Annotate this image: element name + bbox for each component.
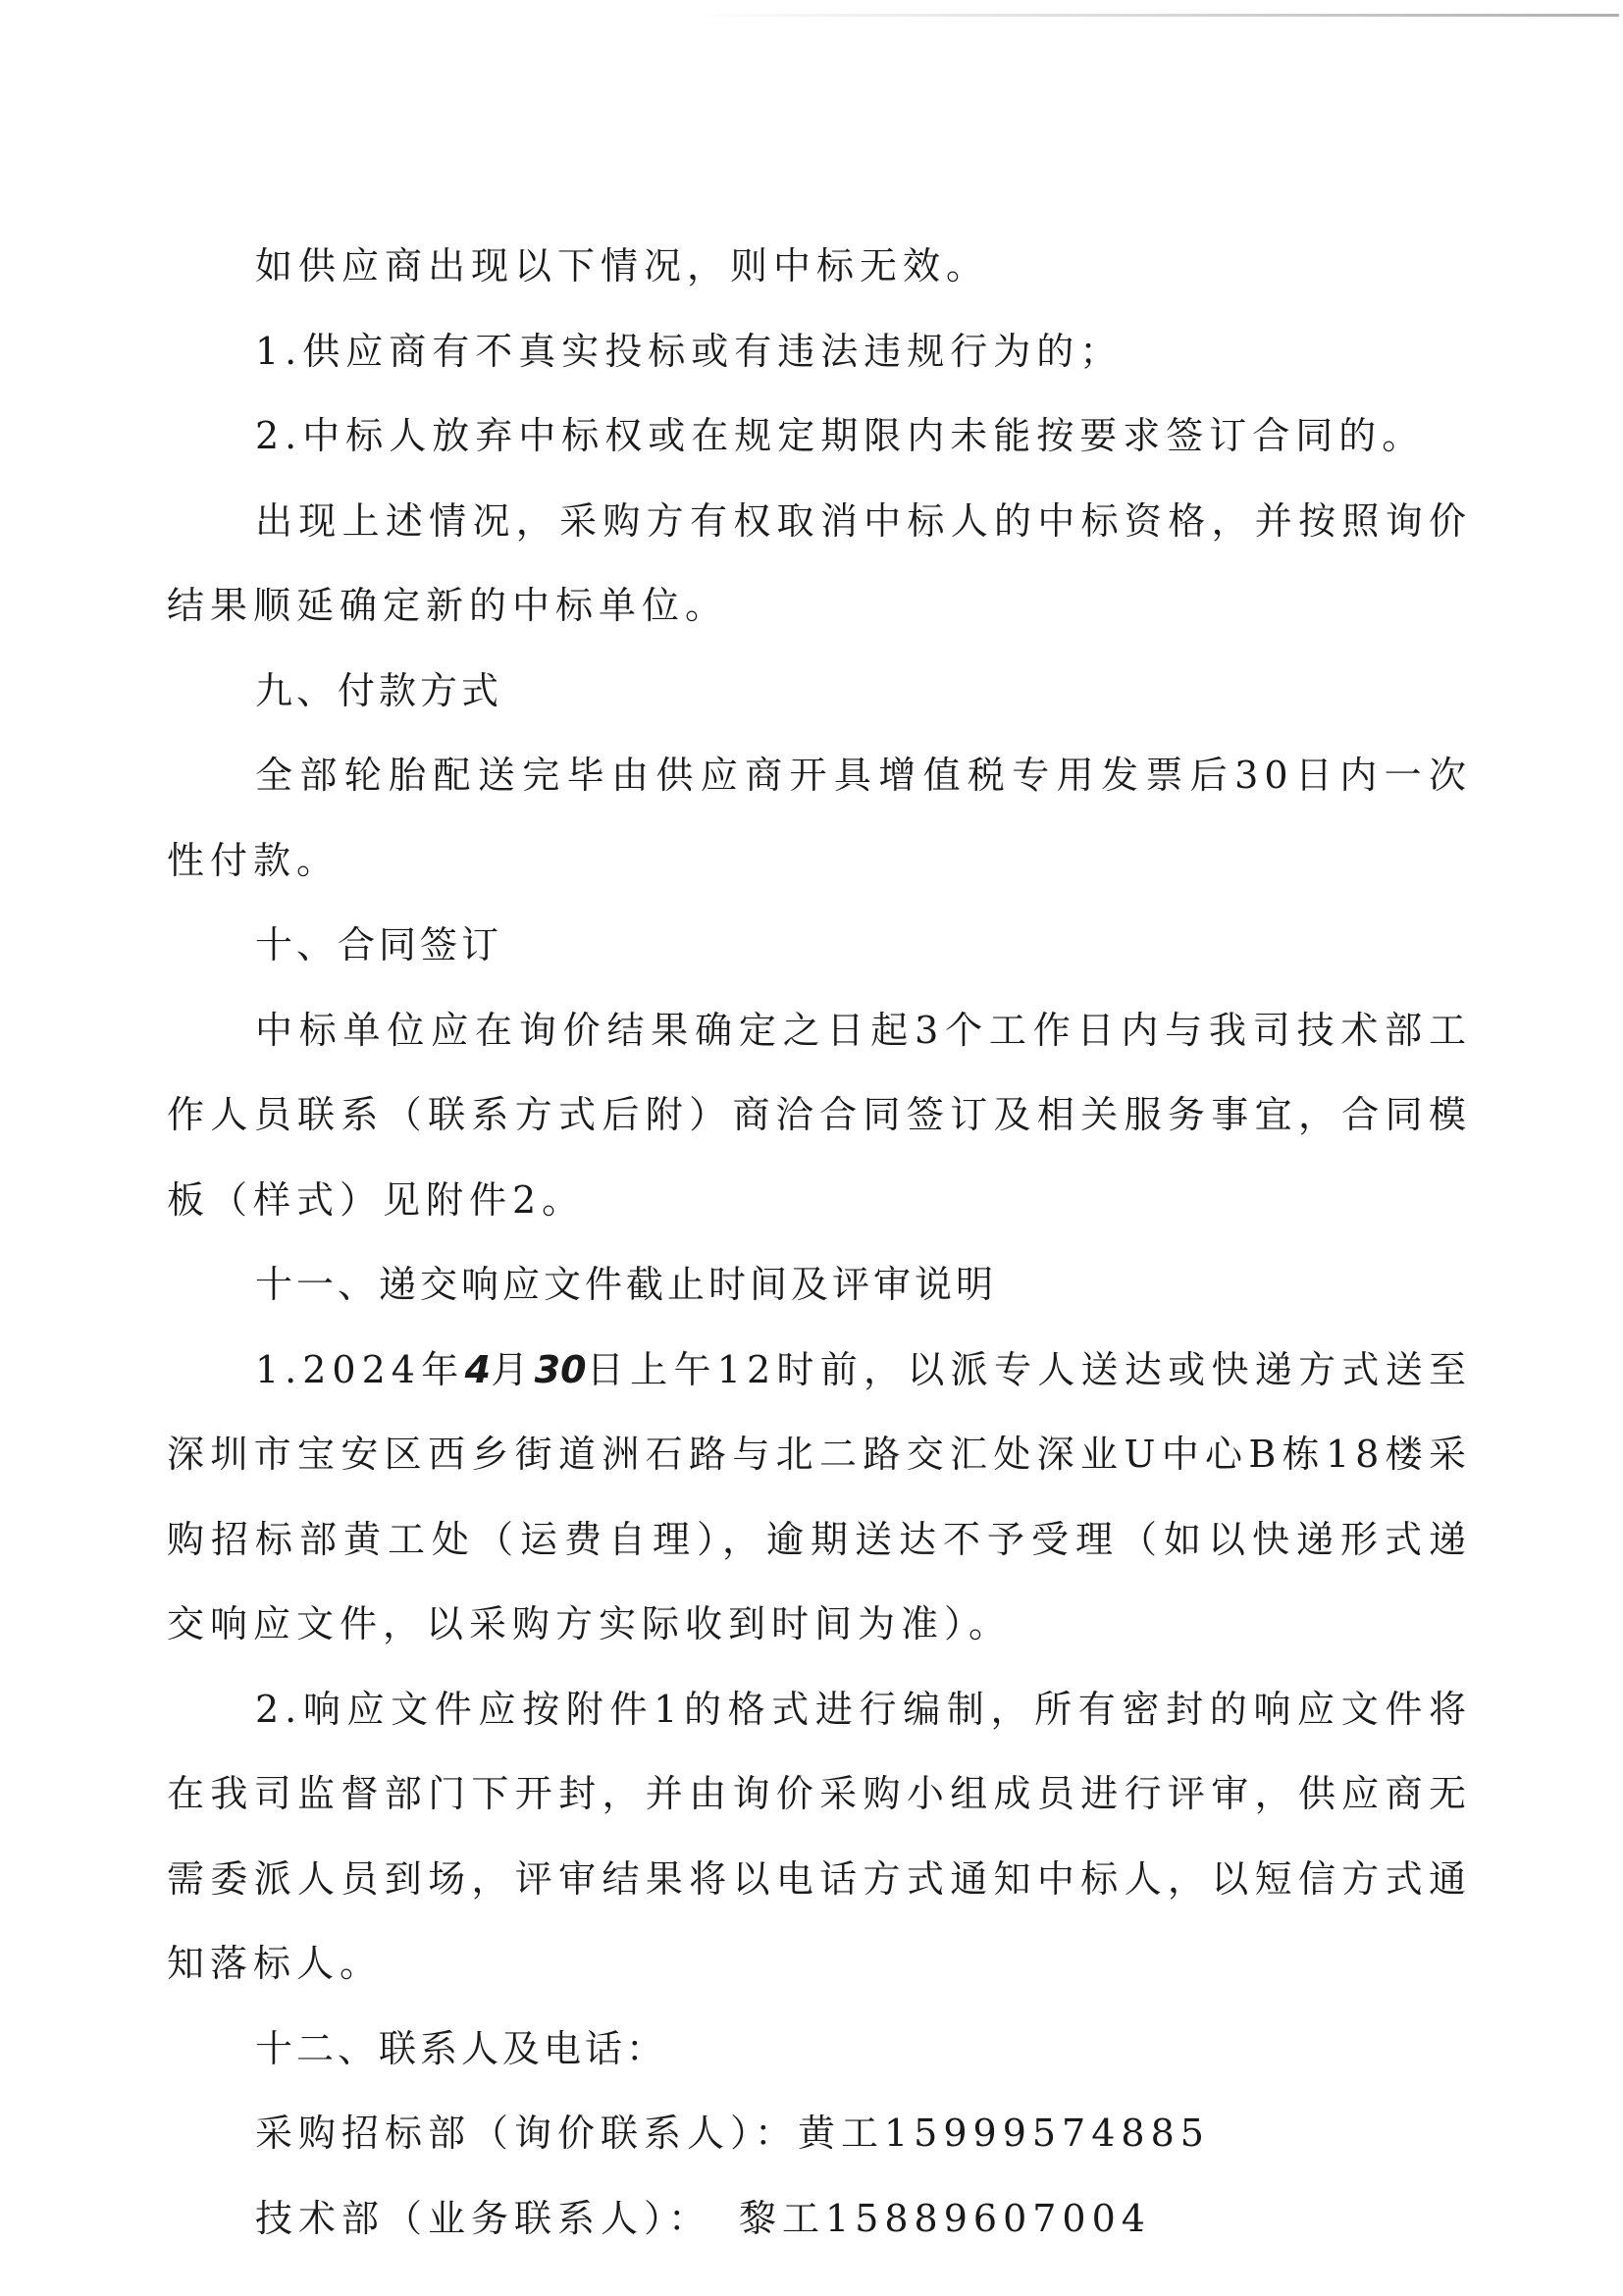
contact-technical-label: 技术部（业务联系人）：: [255, 2196, 712, 2240]
deadline-year: 1.2024年: [255, 1347, 465, 1391]
section8-consequence: 出现上述情况，采购方有权取消中标人的中标资格，并按照询价结果顺延确定新的中标单位。: [167, 498, 1472, 627]
section11-item2: 2.响应文件应按附件1的格式进行编制，所有密封的响应文件将在我司监督部门下开封，并由询价采购小组成员进行评审，供应商无需委派人员到场，评审结果将以电话方式通知中标人，以短信方式通知落标人。: [167, 1687, 1472, 1985]
deadline-month-unit: 月: [491, 1347, 535, 1391]
deadline-details: 日上午12时前，以派专人送达或快递方式送至深圳市宝安区西乡街道洲石路与北二路交汇处深业U中心B栋18楼采购招标部黄工处（运费自理），逾期送达不予受理（如以快递形式递交响应文件，以采购方实际收到时间为准）。: [167, 1347, 1472, 1645]
section8-item1: 1.供应商有不真实投标或有违法违规行为的；: [255, 329, 1124, 373]
section9-heading: 九、付款方式: [255, 668, 503, 712]
section10-body: 中标单位应在询价结果确定之日起3个工作日内与我司技术部工作人员联系（联系方式后附）商洽合同签订及相关服务事宜，合同模板（样式）见附件2。: [167, 1008, 1472, 1222]
section9-body: 全部轮胎配送完毕由供应商开具增值税专用发票后30日内一次性付款。: [167, 754, 1472, 882]
section10-heading: 十、合同签订: [255, 923, 503, 966]
deadline-day-handwritten: 30: [534, 1347, 587, 1391]
section11-heading: 十一、递交响应文件截止时间及评审说明: [255, 1263, 998, 1306]
scan-edge-line: [687, 14, 1619, 17]
section11-item1: [167, 1328, 1472, 1667]
deadline-month-handwritten: 4: [464, 1347, 492, 1391]
contact-technical-value: 黎工15889607004: [739, 2196, 1151, 2240]
contact-technical: [167, 2176, 1472, 2262]
section8-intro: 如供应商出现以下情况，则中标无效。: [255, 244, 990, 287]
document-page: [167, 224, 1472, 2261]
contact-procurement: 采购招标部（询价联系人）：黄工15999574885: [255, 2112, 1210, 2155]
section8-item2: 2.中标人放弃中标权或在规定期限内未能按要求签订合同的。: [255, 414, 1426, 457]
section12-heading: 十二、联系人及电话：: [255, 2026, 668, 2070]
